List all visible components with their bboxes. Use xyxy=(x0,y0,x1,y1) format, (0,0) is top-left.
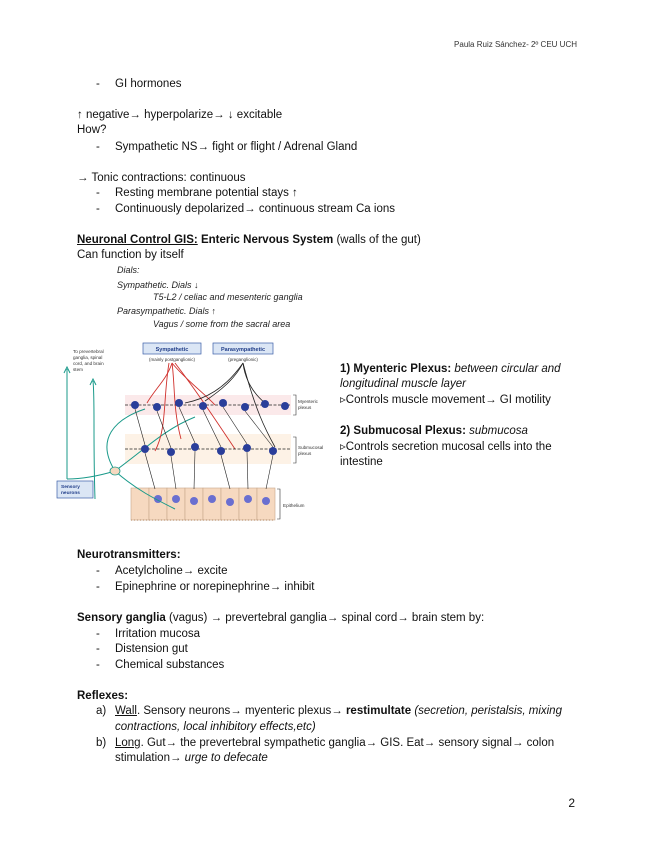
dash: - xyxy=(96,628,100,640)
submucosal-controls2: intestine xyxy=(340,456,383,468)
neuronal-heading xyxy=(77,233,421,248)
dash: - xyxy=(96,187,100,199)
dash: - xyxy=(96,203,100,215)
reflex-b-line2 xyxy=(115,751,268,766)
reflex-a-italic1: (secretion, peristalsis, mixing xyxy=(411,705,562,717)
reflex-b-text: . Gut→ the prevertebral sympathetic ganglia→ GIS. Eat→ sensory signal→ colon xyxy=(140,737,555,749)
sensory-title: Sensory ganglia xyxy=(77,612,166,624)
sympathetic-sub-label: (mainly postganglionic) xyxy=(148,357,196,362)
myenteric-desc1: between circular and xyxy=(454,363,561,375)
svg-text:cord, and brain: cord, and brain xyxy=(73,361,104,366)
epithelium-bracket xyxy=(277,489,280,519)
svg-text:To prevertebral: To prevertebral xyxy=(73,349,104,354)
reflexes-title: Reflexes: xyxy=(77,690,129,702)
text-negative: ↑ negative→ hyperpolarize→ ↓ excitable xyxy=(77,109,283,121)
submucosal-label-2: plexus xyxy=(298,451,312,456)
text-gi-hormones: GI hormones xyxy=(115,78,182,90)
myenteric-bracket xyxy=(293,395,296,415)
dash: - xyxy=(96,78,100,90)
dash: - xyxy=(96,659,100,671)
reflex-a-marker: a) xyxy=(96,705,107,717)
myenteric-controls: ▹Controls muscle movement→ GI motility xyxy=(340,394,551,406)
sensory-text-3: Chemical substances xyxy=(115,659,225,671)
ens-title: Enteric Nervous System xyxy=(200,234,334,246)
reflex-b-text2: stimulation→ xyxy=(115,752,185,764)
dash: - xyxy=(96,581,100,593)
t5-text: T5-L2 / celiac and mesenteric ganglia xyxy=(153,292,303,302)
dash: - xyxy=(96,643,100,655)
submucosal-controls1: ▹Controls secretion mucosal cells into the xyxy=(340,441,552,453)
myenteric-label: Myenteric xyxy=(298,399,318,404)
sympathetic-dials: Sympathetic. Dials ↓ xyxy=(117,280,199,290)
sensory-label: Sensory xyxy=(61,485,80,490)
sensory-rest: (vagus) → prevertebral ganglia→ spinal cord→ brain stem by: xyxy=(165,612,485,624)
submucosal-bracket xyxy=(293,437,296,463)
myenteric-heading xyxy=(340,362,561,377)
submucosal-desc: submucosa xyxy=(469,425,528,437)
text-depolarized: Continuously depolarized→ continuous stream Ca ions xyxy=(115,203,395,215)
submucosal-heading xyxy=(340,424,528,439)
neuronal-title: Neuronal Control GIS: xyxy=(77,234,198,246)
myenteric-title: 1) Myenteric Plexus: xyxy=(340,363,452,375)
nt-text-1: Acetylcholine→ excite xyxy=(115,565,228,577)
dials-label: Dials: xyxy=(117,265,140,275)
parasympathetic-sub-label: (preganglionic) xyxy=(228,357,258,362)
text-resting: Resting membrane potential stays ↑ xyxy=(115,187,298,199)
dash: - xyxy=(96,565,100,577)
sensory-label-2: neurons xyxy=(61,491,80,496)
dash: - xyxy=(96,141,100,153)
sympathetic-label: Sympathetic xyxy=(155,347,189,353)
epithelium-cells xyxy=(131,488,275,520)
page-number: 2 xyxy=(568,796,575,810)
page-header: Paula Ruiz Sánchez- 2º CEU UCH xyxy=(454,40,577,49)
sensory-heading xyxy=(77,611,484,626)
svg-text:ganglia, spinal: ganglia, spinal xyxy=(73,355,103,360)
reflex-a-text: . Sensory neurons→ myenteric plexus→ xyxy=(136,705,346,717)
svg-text:stem: stem xyxy=(73,367,83,372)
neurotransmitters-title: Neurotransmitters: xyxy=(77,549,181,561)
reflex-a-bold: restimultate xyxy=(345,705,412,717)
sensory-ganglion xyxy=(110,467,120,475)
text-tonic: → Tonic contractions: continuous xyxy=(77,172,246,184)
prevertebral-label xyxy=(73,349,104,372)
submucosal-title: 2) Submucosal Plexus: xyxy=(340,425,466,437)
text-how: How? xyxy=(77,124,107,136)
reflex-b-long: Long xyxy=(115,737,141,749)
function-itself: Can function by itself xyxy=(77,249,184,261)
reflex-b-marker: b) xyxy=(96,737,107,749)
epithelium-label: Epithelium xyxy=(283,503,305,508)
sensory-text-1: Irritation mucosa xyxy=(115,628,201,640)
reflex-a-wall: Wall xyxy=(115,705,137,717)
text-sympathetic-ns: Sympathetic NS→ fight or flight / Adrenal Gland xyxy=(115,141,358,153)
myenteric-label-2: plexus xyxy=(298,405,312,410)
walls-text: (walls of the gut) xyxy=(333,234,421,246)
vagus-text: Vagus / some from the sacral area xyxy=(153,319,291,329)
reflex-b-italic: urge to defecate xyxy=(184,752,268,764)
nt-text-2: Epinephrine or norepinephrine→ inhibit xyxy=(115,581,315,593)
myenteric-desc2: longitudinal muscle layer xyxy=(340,378,466,390)
reflex-a-italic2: contractions, local inhibitory effects,etc) xyxy=(115,721,316,733)
sensory-text-2: Distension gut xyxy=(115,643,188,655)
submucosal-label: Submucosal xyxy=(298,445,324,450)
parasympathetic-dials: Parasympathetic. Dials ↑ xyxy=(117,306,217,316)
parasympathetic-label: Parasympathetic xyxy=(220,347,266,353)
enteric-nervous-diagram xyxy=(55,339,333,529)
